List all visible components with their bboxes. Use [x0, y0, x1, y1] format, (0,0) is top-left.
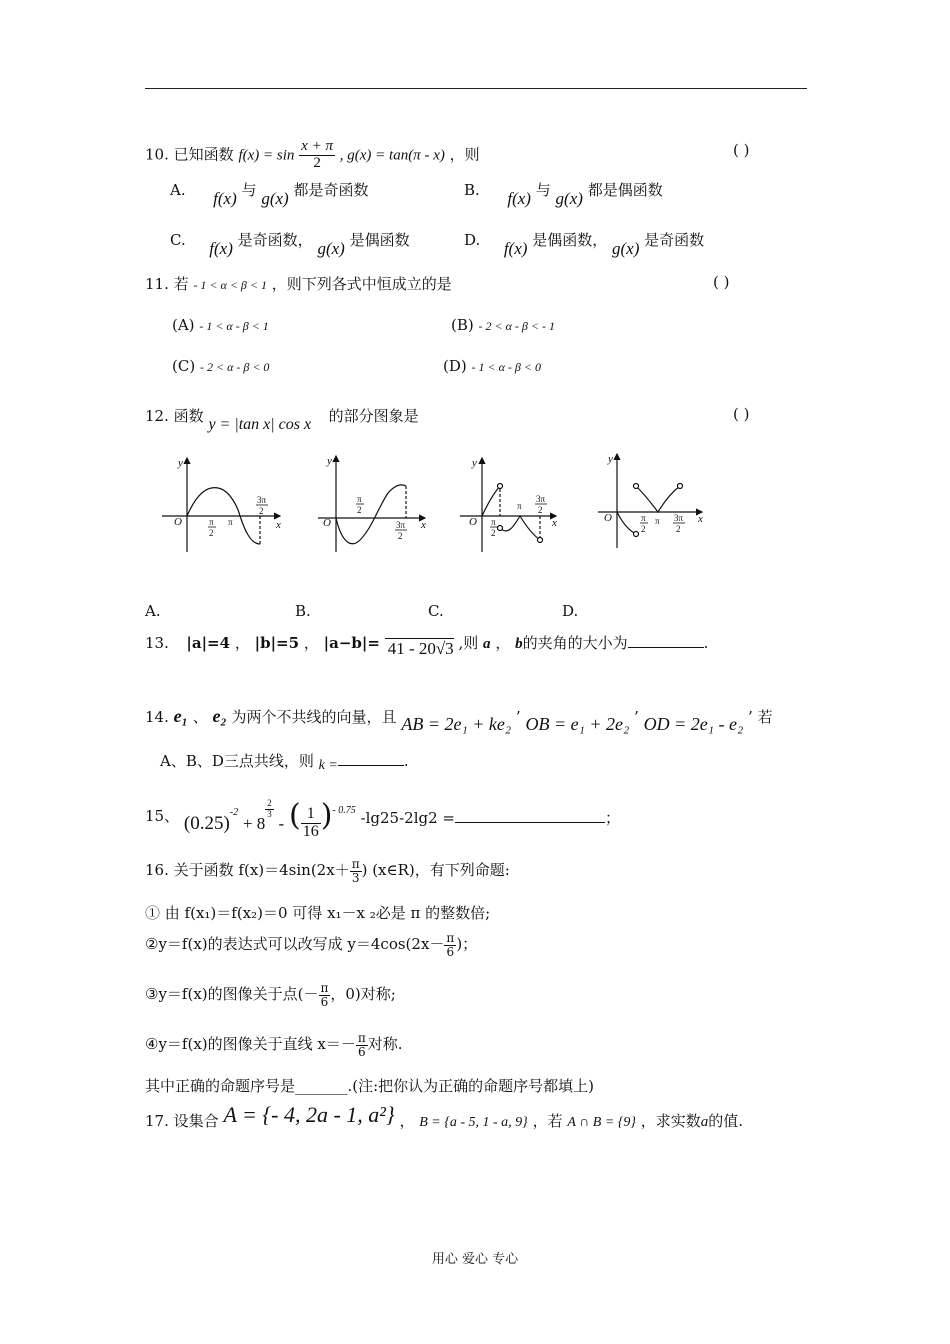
q12-d-tick-pi: π [655, 516, 660, 526]
q13-vector-a: a [483, 636, 491, 652]
q16-proposition-1: ① 由 f(x₁)＝f(x₂)＝0 可得 x₁－x ₂必是 π 的整数倍; [145, 904, 491, 922]
q10-option-b-and: 与 [535, 181, 551, 199]
q13-end: . [703, 634, 709, 652]
q11-number: 11. [145, 275, 169, 293]
q12-c-axis-x: x [552, 517, 557, 529]
q12-b-origin: O [323, 517, 331, 529]
header-rule [145, 88, 807, 89]
q12-a-tick-pi-half-den: 2 [209, 528, 214, 538]
q11-option-d [443, 357, 541, 375]
q16-p3-a: ③y＝f(x)的图像关于点(－ [145, 985, 319, 1004]
q17-text-a: 设集合 [173, 1112, 219, 1130]
q16-p4-den: 6 [358, 1044, 366, 1059]
q10-option-a-and: 与 [241, 181, 257, 199]
q10-option-b [464, 179, 663, 208]
q10-option-d-label: D. [464, 231, 481, 249]
q13-b-magnitude: |b|=5 [254, 634, 300, 652]
q10-option-a-g: g(x) [261, 189, 289, 208]
q17-text-b: ，若 [532, 1112, 563, 1130]
q12-d-tick-pi-half-num: π [641, 513, 646, 523]
q12-d-tick-3pi-num: 3π [674, 513, 684, 523]
q16-p4-frac [356, 1032, 368, 1058]
q14-answer-blank[interactable] [338, 765, 404, 766]
q16-p4-num: π [357, 1031, 366, 1045]
q12-b-tick-3pi-num: 3π [396, 520, 406, 530]
q16-p3-b: ，0)对称; [330, 985, 396, 1004]
q12-graph-c [460, 457, 557, 552]
page-footer: 用心 爱心 专心 [431, 1252, 519, 1267]
q10-frac-num: x + π [301, 138, 333, 154]
q16-proposition-2 [145, 932, 477, 958]
q10-option-a-label: A. [170, 181, 186, 199]
q12-c-tick-pi: π [517, 501, 522, 511]
q13-answer-blank[interactable] [628, 647, 704, 648]
q11-option-b-expr: - 2 < α - β < - 1 [478, 319, 555, 333]
q10-option-a-f: f(x) [213, 189, 237, 208]
q16-p3-num: π [320, 981, 329, 995]
q16-intro-frac [350, 858, 362, 884]
q13-text-b: 的夹角的大小为 [522, 634, 628, 652]
q17-set-b: B = {a - 5, 1 - a, 9} [419, 1115, 528, 1130]
q14-ruo: 若 [757, 708, 773, 726]
q11-text-b: ，则下列各式中恒成立的是 [271, 275, 452, 293]
q16-p3-den: 6 [320, 994, 329, 1009]
q14-end: . [403, 752, 409, 770]
q15-minus: - [278, 814, 285, 833]
q14-number: 14. [145, 708, 169, 726]
q12-d-axis-x: x [698, 513, 703, 525]
q10-answer-paren: ( ) [733, 141, 750, 159]
q13-comma: ， [495, 634, 511, 652]
q14-line2-text: A、B、D三点共线，则 [160, 752, 314, 770]
q11-option-d-label: (D) [443, 357, 467, 375]
q12-label-d: D. [562, 602, 579, 620]
q11-option-c-expr: - 2 < α - β < 0 [199, 360, 270, 374]
q15-frac-num: 1 [301, 806, 321, 824]
q17-text-c: ，求实数 [640, 1112, 701, 1130]
q10-option-d-mid: 是偶函数， [532, 231, 608, 249]
q16-proposition-4 [145, 1032, 403, 1058]
q11-option-c-label: (C) [172, 357, 196, 375]
q14-vector-ab: AB = 2e₁ + ke₂ [401, 714, 512, 734]
q15-exp-b [265, 799, 274, 819]
q10-option-a-text: 都是奇函数 [293, 181, 369, 199]
q13-vector-b: b [515, 636, 523, 652]
q11-text-a: 若 [173, 275, 189, 293]
q10-frac-den: 2 [313, 154, 321, 171]
q15-answer-blank[interactable] [455, 822, 605, 823]
q16-intro-b: ) (x∈R)，有下列命题: [361, 861, 510, 880]
q14-stem: 14. e₁ 、 e₂ 为两个不共线的向量，且 AB = 2e₁ + ke₂ ’ OB = e₁ + 2e₂ ’ OD = 2e₁ - e₂ ’ 若 [145, 706, 773, 734]
q12-b-axis-y: y [327, 455, 332, 467]
q16-number: 16. [145, 861, 169, 880]
q16-p2-a: ②y＝f(x)的表达式可以改写成 y＝4cos(2x－ [145, 935, 445, 954]
q15-term-a: (0.25) [183, 813, 230, 834]
q16-proposition-3 [145, 982, 396, 1008]
q13-text-a: ,则 [458, 634, 479, 652]
q11-option-c [172, 357, 269, 375]
q12-graph-b [318, 455, 426, 552]
q12-d-tick-3pi-den: 2 [676, 524, 681, 534]
q13-number: 13. [145, 634, 169, 652]
q15-number: 15、 [145, 807, 180, 825]
q10-text: 已知函数 [173, 145, 234, 164]
q15-exp-c: - 0.75 [332, 805, 356, 816]
q12-label-b: B. [295, 602, 311, 620]
q12-a-origin: O [174, 516, 182, 528]
q12-b-tick-3pi-den: 2 [398, 531, 403, 541]
q14-line2 [160, 750, 409, 771]
q10-number: 10. [145, 145, 169, 164]
q16-intro-a: 关于函数 f(x)＝4sin(2x＋ [173, 861, 350, 880]
q10-option-d [464, 229, 705, 258]
q12-text-b: 的部分图象是 [328, 407, 419, 425]
q12-c-tick-3pi-den: 2 [538, 505, 543, 515]
q10-g-def: , g(x) = tan(π - x) [339, 147, 445, 164]
q11-option-d-expr: - 1 < α - β < 0 [471, 360, 541, 374]
q10-option-d-g: g(x) [612, 239, 640, 258]
q10-option-b-f: f(x) [507, 189, 531, 208]
q13-diff-magnitude: |a−b|= [323, 634, 380, 652]
q17-variable: a [700, 1114, 709, 1130]
q12-a-tick-pi: π [228, 517, 233, 527]
q14-text-a: 为两个不共线的向量，且 [231, 708, 397, 726]
q15-frac-den: 16 [302, 822, 319, 840]
q12-b-axis-x: x [421, 519, 426, 531]
q12-c-tick-pi-half-num: π [491, 517, 496, 527]
q17-text-d: 的值. [708, 1112, 744, 1130]
q10-stem [145, 139, 480, 172]
q15-term-b: + 8 [242, 814, 266, 833]
q12-text-a: 函数 [173, 407, 204, 425]
q13-sqrt-expression: 41 - 20√3 [385, 638, 454, 658]
q12-graph-a [162, 457, 281, 552]
q10-option-d-text: 是奇函数 [644, 231, 705, 249]
q11-option-a-expr: - 1 < α - β < 1 [199, 319, 269, 333]
q12-number: 12. [145, 407, 169, 425]
q16-intro [145, 858, 510, 884]
q15-exp-b-den: 3 [267, 808, 272, 819]
q13-a-magnitude: |a|=4 [186, 634, 231, 652]
q15-exp-a: -2 [229, 807, 239, 818]
q16-p2-b: )； [456, 935, 478, 954]
q10-option-c-label: C. [170, 231, 186, 249]
q10-option-c-f: f(x) [209, 239, 233, 258]
q14-e1: e₁ [173, 706, 188, 726]
q14-k: k = [318, 758, 338, 773]
q10-option-c [170, 229, 410, 258]
q12-b-tick-pi-half-num: π [357, 494, 362, 504]
q12-label-c: C. [428, 602, 444, 620]
q11-option-a-label: (A) [172, 316, 195, 334]
q11-answer-paren: ( ) [713, 273, 730, 291]
q11-stem [145, 273, 452, 294]
q14-e2: e₂ [212, 706, 227, 726]
q16-intro-num: π [351, 857, 360, 871]
q16-p2-den: 6 [446, 944, 455, 959]
q10-f-def: f(x) = sin [238, 147, 295, 164]
q17-number: 17. [145, 1112, 169, 1130]
q12-c-axis-y: y [472, 457, 477, 469]
q16-p4-a: ④y＝f(x)的图像关于直线 x＝－ [145, 1035, 356, 1054]
q12-c-origin: O [469, 516, 477, 528]
q12-a-tick-pi-half-num: π [209, 517, 214, 527]
q12-c-tick-pi-half-den: 2 [491, 528, 496, 538]
q16-intro-den: 3 [351, 870, 360, 885]
q14-vector-ob: OB = e₁ + 2e₂ [525, 714, 630, 734]
q12-stem [145, 405, 419, 433]
q15-fraction [301, 806, 321, 841]
q16-p3-frac [319, 982, 331, 1008]
q12-a-tick-3pi-den: 2 [259, 506, 264, 516]
q16-p4-b: 对称. [367, 1035, 403, 1054]
q12-graphs [160, 448, 720, 558]
q12-a-axis-y: y [178, 457, 183, 469]
q14-sep: 、 [192, 708, 208, 726]
q12-d-axis-y: y [608, 453, 613, 465]
q14-vector-od: OD = 2e₁ - e₂ [643, 714, 744, 734]
q17-sep: ， [399, 1112, 415, 1130]
q10-then: ，则 [449, 145, 480, 164]
q10-option-b-label: B. [464, 181, 480, 199]
q12-d-origin: O [604, 512, 612, 524]
q11-option-a [172, 316, 269, 334]
q12-expression: y = |tan x| cos x [208, 416, 312, 433]
q12-a-tick-3pi-num: 3π [257, 495, 267, 505]
q10-option-d-f: f(x) [503, 239, 528, 258]
q10-option-b-g: g(x) [555, 189, 583, 208]
q10-fraction [299, 139, 335, 172]
q10-option-b-text: 都是偶函数 [587, 181, 663, 199]
q12-c-tick-3pi-num: 3π [536, 494, 546, 504]
q12-a-axis-x: x [276, 519, 281, 531]
q17-set-a: A = {- 4, 2a - 1, a²} [223, 1102, 395, 1127]
q10-option-c-mid: 是奇函数， [237, 231, 313, 249]
q13-stem: 13. |a|=4 ， |b|=5 ， |a−b|= 41 - 20√3 ,则 a ， b的夹角的大小为 . [145, 634, 709, 658]
q12-label-a: A. [145, 602, 161, 620]
q15-end: ； [605, 809, 621, 827]
q16-p2-frac [444, 932, 456, 958]
q15-stem: 15、 (0.25)-2 + 8 $\frac{2}{3}$ - ( $\frac{1}{16}$ )- 0.75 -lg25-2lg2 = ； [145, 798, 621, 840]
q15-tail: -lg25-2lg2 = [360, 809, 455, 827]
q12-answer-paren: ( ) [733, 405, 750, 423]
q11-option-b-label: (B) [451, 316, 474, 334]
q10-option-c-g: g(x) [317, 239, 345, 258]
q12-b-tick-pi-half-den: 2 [357, 505, 362, 515]
q16-final: 其中正确的命题序号是_______.(注:把你认为正确的命题序号都填上) [145, 1077, 595, 1095]
q10-option-c-text: 是偶函数 [349, 231, 410, 249]
q17-stem [145, 1102, 743, 1128]
q12-graph-d [598, 453, 703, 548]
q15-exp-b-num: 2 [267, 798, 272, 809]
q11-option-b [451, 316, 555, 334]
q17-intersection: A ∩ B = {9} [567, 1115, 636, 1130]
q10-option-a [170, 179, 369, 208]
q12-d-tick-pi-half-den: 2 [641, 524, 646, 534]
q11-condition: - 1 < α < β < 1 [193, 278, 268, 292]
q16-p2-num: π [446, 931, 455, 945]
